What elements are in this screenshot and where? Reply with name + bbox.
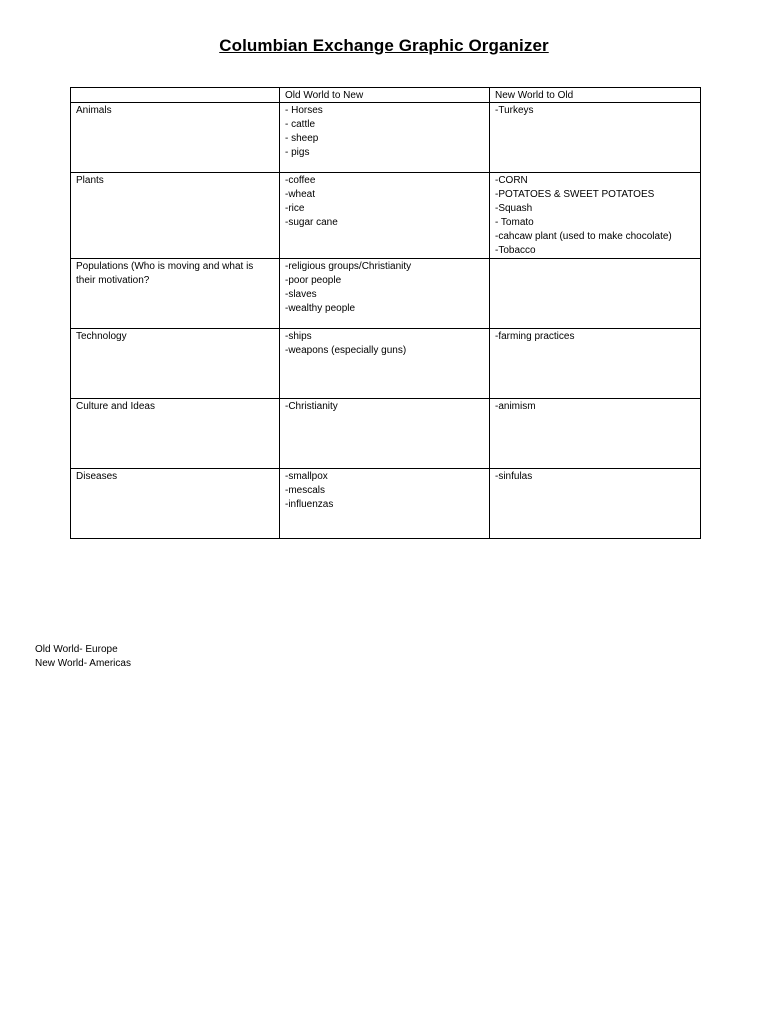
table-row-populations xyxy=(71,259,701,329)
list-item: -Tobacco xyxy=(495,245,536,256)
list-item: -ships xyxy=(285,331,312,342)
table-row-plants xyxy=(71,173,701,259)
list-item: -slaves xyxy=(285,289,317,300)
table-row-technology xyxy=(71,329,701,399)
list-item: -sugar cane xyxy=(285,217,338,228)
new-to-old-cell xyxy=(490,329,701,399)
old-to-new-cell xyxy=(280,173,490,259)
old-to-new-cell xyxy=(280,399,490,469)
list-item: -rice xyxy=(285,203,305,214)
list-item: -poor people xyxy=(285,275,342,286)
category-cell xyxy=(71,259,280,329)
header-old-to-new: Old World to New xyxy=(280,88,490,103)
legend-old-world: Old World- Europe xyxy=(35,644,118,655)
list-item: - Horses xyxy=(285,105,323,116)
list-item: -Christianity xyxy=(285,401,338,412)
list-item: - sheep xyxy=(285,133,319,144)
legend-new-world: New World- Americas xyxy=(35,658,131,669)
new-to-old-cell xyxy=(490,103,701,173)
header-new-to-old: New World to Old xyxy=(490,88,701,103)
table-row-diseases xyxy=(71,469,701,539)
legend xyxy=(35,643,131,671)
list-item: - cattle xyxy=(285,119,316,130)
list-item: -smallpox xyxy=(285,471,328,482)
old-to-new-cell xyxy=(280,469,490,539)
list-item: -farming practices xyxy=(495,331,575,342)
organizer-table xyxy=(70,87,701,539)
new-to-old-cell xyxy=(490,469,701,539)
category-label: Diseases xyxy=(76,471,118,482)
category-cell xyxy=(71,399,280,469)
list-item: -weapons (especially guns) xyxy=(285,345,407,356)
list-item: -animism xyxy=(495,401,536,412)
list-item: -cahcaw plant (used to make chocolate) xyxy=(495,231,672,242)
category-cell xyxy=(71,103,280,173)
new-to-old-cell xyxy=(490,399,701,469)
category-cell xyxy=(71,173,280,259)
new-to-old-cell xyxy=(490,173,701,259)
category-label: Plants xyxy=(76,175,104,186)
list-item: - pigs xyxy=(285,147,310,158)
list-item: -coffee xyxy=(285,175,316,186)
category-label: Technology xyxy=(76,331,127,342)
list-item: -POTATOES & SWEET POTATOES xyxy=(495,189,655,200)
table-header-row xyxy=(71,88,701,103)
list-item: -sinfulas xyxy=(495,471,533,482)
table-row-animals xyxy=(71,103,701,173)
list-item: - Tomato xyxy=(495,217,534,228)
new-to-old-cell xyxy=(490,259,701,329)
list-item: -CORN xyxy=(495,175,528,186)
list-item: -wealthy people xyxy=(285,303,356,314)
category-label: Populations (Who is moving and what is their motivation? xyxy=(76,261,254,286)
list-item: -Squash xyxy=(495,203,533,214)
list-item: -influenzas xyxy=(285,499,334,510)
list-item: -wheat xyxy=(285,189,316,200)
header-category xyxy=(71,88,280,103)
old-to-new-cell xyxy=(280,329,490,399)
table-row-culture-and-ideas xyxy=(71,399,701,469)
category-cell xyxy=(71,469,280,539)
category-label: Culture and Ideas xyxy=(76,401,155,412)
list-item: -mescals xyxy=(285,485,326,496)
list-item: -religious groups/Christianity xyxy=(285,261,412,272)
old-to-new-cell xyxy=(280,103,490,173)
list-item: -Turkeys xyxy=(495,105,534,116)
category-cell xyxy=(71,329,280,399)
category-label: Animals xyxy=(76,105,112,116)
old-to-new-cell xyxy=(280,259,490,329)
page-title: Columbian Exchange Graphic Organizer xyxy=(219,36,549,55)
